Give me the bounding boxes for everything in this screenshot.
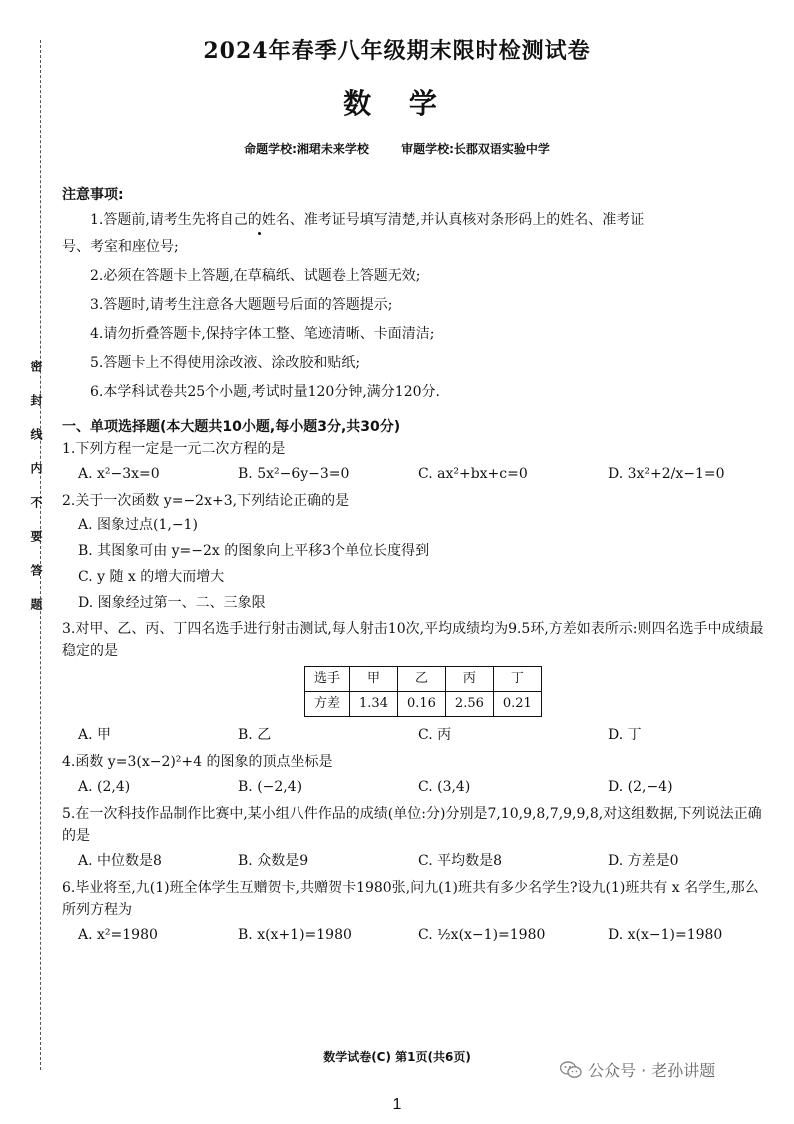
- section-heading: 一、单项选择题(本大题共10小题,每小题3分,共30分): [62, 419, 401, 435]
- notice-heading: 注意事项:: [62, 187, 124, 203]
- question-stem: 2.关于一次函数 y=−2x+3,下列结论正确的是: [62, 493, 350, 509]
- option-d: D. 方差是0: [608, 853, 679, 869]
- notice-item: 3.答题时,请考生注意各大题题号后面的答题提示;: [90, 297, 393, 313]
- notice-item: 6.本学科试卷共25个小题,考试时量120分钟,满分120分.: [90, 384, 440, 400]
- question-2: [62, 490, 767, 616]
- table-cell: 乙: [397, 667, 445, 692]
- reviewer-school: 审题学校:长郡双语实验中学: [401, 142, 550, 156]
- option-c: C. 平均数是8: [418, 853, 503, 869]
- table-cell: 1.34: [350, 692, 398, 717]
- question-5: [62, 803, 767, 875]
- table-row: [305, 667, 542, 692]
- question-stem: 6.毕业将至,九(1)班全体学生互赠贺卡,共赠贺卡1980张,问九(1)班共有多少名学生?设九(1)班共有 x 名学生,那么所列方程为: [62, 880, 759, 918]
- subject-title: 数 学: [343, 87, 451, 120]
- table-cell: 0.16: [397, 692, 445, 717]
- exam-title: 2024年春季八年级期末限时检测试卷: [203, 38, 591, 64]
- page-footer: 数学试卷(C) 第1页(共6页): [323, 1050, 471, 1064]
- page-number: 1: [392, 1096, 402, 1113]
- notice-item: 1.答题前,请考生先将自己的姓名、准考证号填写清楚,并认真核对条形码上的姓名、准考证: [90, 212, 645, 228]
- option-b: B. 众数是9: [238, 853, 309, 869]
- option-list: [62, 512, 767, 616]
- option-a: A. x²=1980: [78, 927, 158, 943]
- setter-school: 命题学校:湘珺未来学校: [244, 142, 369, 156]
- table-cell: 选手: [305, 667, 350, 692]
- option-row: [62, 721, 767, 749]
- option-c: C. ½x(x−1)=1980: [418, 927, 546, 943]
- option-row: [62, 773, 767, 801]
- option-a: A. 甲: [78, 727, 112, 743]
- option-c: C. y 随 x 的增大而增大: [78, 569, 225, 585]
- option-c: C. 丙: [418, 727, 452, 743]
- table-row: [305, 692, 542, 717]
- option-d: D. 图象经过第一、二、三象限: [78, 595, 266, 611]
- table-cell: 丙: [445, 667, 493, 692]
- option-d: D. (2,−4): [608, 779, 673, 795]
- option-d: D. x(x−1)=1980: [608, 927, 723, 943]
- question-stem: 1.下列方程一定是一元二次方程的是: [62, 441, 286, 457]
- variance-table: [304, 666, 542, 717]
- option-d: D. 丁: [608, 727, 642, 743]
- question-3: [62, 618, 767, 749]
- option-a: A. 图象过点(1,−1): [78, 517, 198, 533]
- option-a: A. 中位数是8: [78, 853, 162, 869]
- exam-content: [62, 180, 767, 949]
- question-stem: 3.对甲、乙、丙、丁四名选手进行射击测试,每人射击10次,平均成绩均为9.5环,方差如表所示:则四名选手中成绩最稳定的是: [62, 621, 764, 659]
- binding-warning: 密封线内不要答题: [29, 360, 43, 632]
- wechat-icon: [560, 1061, 582, 1079]
- question-stem: 5.在一次科技作品制作比赛中,某小组八件作品的成绩(单位:分)分别是7,10,9,8,7,9,9,8,对这组数据,下列说法正确的是: [62, 806, 762, 844]
- option-a: A. x²−3x=0: [78, 466, 160, 482]
- option-b: B. 乙: [238, 727, 272, 743]
- table-cell: 0.21: [493, 692, 541, 717]
- question-1: [62, 438, 767, 488]
- notice-item: 5.答题卡上不得使用涂改液、涂改胶和贴纸;: [90, 355, 361, 371]
- option-c: C. (3,4): [418, 779, 471, 795]
- option-d: D. 3x²+2/x−1=0: [608, 466, 725, 482]
- option-b: B. (−2,4): [238, 779, 303, 795]
- notice-item: 4.请勿折叠答题卡,保持字体工整、笔迹清晰、卡面清洁;: [90, 326, 435, 342]
- option-row: [62, 460, 767, 488]
- table-cell: 方差: [305, 692, 350, 717]
- option-row: [62, 921, 767, 949]
- table-cell: 2.56: [445, 692, 493, 717]
- table-cell: 甲: [350, 667, 398, 692]
- notice-item: 号、考室和座位号;: [62, 239, 179, 255]
- option-row: [62, 847, 767, 875]
- notice-item: 2.必须在答题卡上答题,在草稿纸、试题卷上答题无效;: [90, 268, 421, 284]
- table-cell: 丁: [493, 667, 541, 692]
- school-info: [0, 140, 794, 157]
- watermark-text: 公众号 · 老孙讲题: [588, 1061, 716, 1080]
- question-stem: 4.函数 y=3(x−2)²+4 的图象的顶点坐标是: [62, 754, 333, 770]
- option-b: B. x(x+1)=1980: [238, 927, 352, 943]
- question-4: [62, 751, 767, 801]
- option-b: B. 其图象可由 y=−2x 的图象向上平移3个单位长度得到: [78, 543, 430, 559]
- option-b: B. 5x²−6y−3=0: [238, 466, 350, 482]
- option-c: C. ax²+bx+c=0: [418, 466, 528, 482]
- watermark: [560, 1058, 715, 1081]
- question-6: [62, 877, 767, 949]
- option-a: A. (2,4): [78, 779, 131, 795]
